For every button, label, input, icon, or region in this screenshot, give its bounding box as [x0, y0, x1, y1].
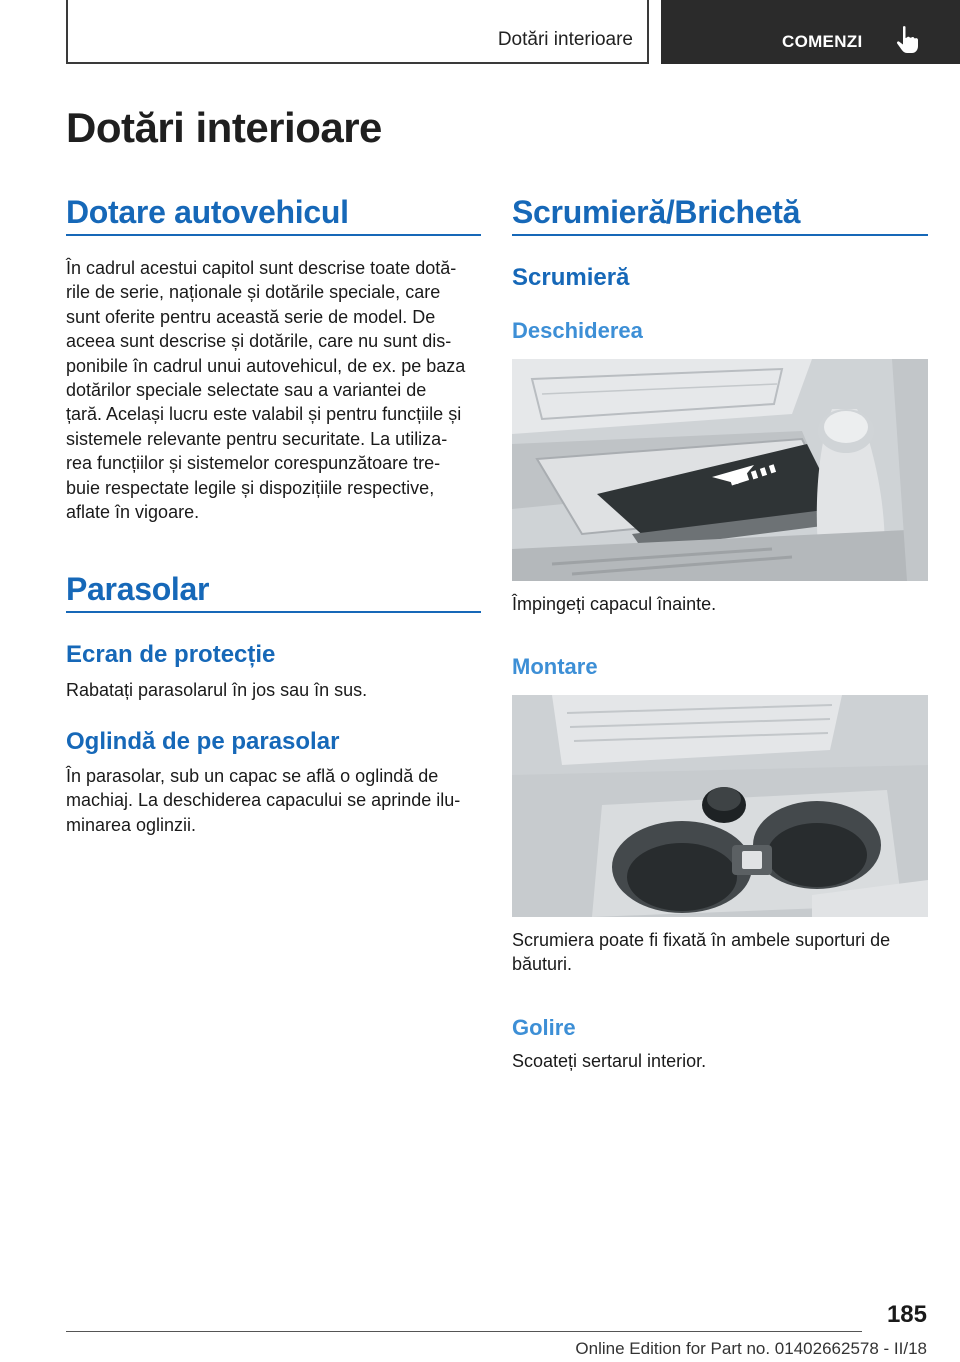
text-line: rile de serie, naționale și dotările speciale, care	[66, 282, 441, 303]
paragraph-oglinda	[66, 764, 486, 837]
heading-montare: Montare	[512, 654, 598, 679]
heading-deschiderea: Deschiderea	[512, 318, 643, 343]
running-header-section: Dotări interioare	[497, 29, 633, 50]
heading-rule	[512, 234, 928, 236]
heading-scrumiera: Scrumieră	[512, 264, 630, 291]
heading-golire: Golire	[512, 1015, 576, 1040]
text-line: aceea sunt descrise și dotările, care nu sunt dis-	[66, 331, 452, 352]
chapter-tab[interactable]	[661, 0, 960, 64]
caption-montare	[512, 928, 932, 977]
text-line: aflate în vigoare.	[66, 502, 200, 523]
heading-rule	[66, 234, 481, 236]
running-header	[66, 0, 649, 64]
text-line: sistemele relevante pentru securitate. La utiliza-	[66, 428, 448, 449]
text-line: În cadrul acestui capitol sunt descrise toate dotă-	[66, 258, 457, 278]
text-line: machiaj. La deschiderea capacului se aprinde ilu-	[66, 790, 461, 811]
text-line: băuturi.	[512, 954, 573, 975]
caption-deschiderea: Împingeți capacul înainte.	[512, 594, 717, 614]
paragraph-golire: Scoateți sertarul interior.	[512, 1051, 707, 1071]
text-line: minarea oglinzii.	[66, 814, 197, 835]
page-title: Dotări interioare	[66, 104, 382, 151]
paragraph-ecran: Rabatați parasolarul în jos sau în sus.	[66, 680, 368, 700]
text-line: sunt oferite pentru această serie de model. De	[66, 306, 436, 327]
footer-edition: Online Edition for Part no. 01402662578 - II/18	[575, 1339, 927, 1358]
text-line: Scrumiera poate fi fixată în ambele suporturi de	[512, 930, 891, 950]
hand-pointer-icon	[895, 25, 919, 55]
page-number: 185	[886, 1301, 927, 1328]
heading-rule	[66, 611, 481, 613]
paragraph-dotare	[66, 256, 486, 524]
text-line: rea funcțiilor și sistemelor corespunzătoare tre-	[66, 453, 441, 474]
text-line: buie respectate legile și dispozițiile respective,	[66, 477, 435, 498]
heading-dotare-autovehicul: Dotare autovehicul	[66, 194, 349, 230]
heading-oglinda-parasolar: Oglindă de pe parasolar	[66, 728, 340, 755]
text-line: În parasolar, sub un capac se află o oglindă de	[66, 766, 439, 786]
text-line: țară. Același lucru este valabil și pentru funcțiile și	[66, 404, 462, 425]
photo-ashtray-cupholder	[512, 695, 928, 917]
photo-ashtray-opening	[512, 359, 928, 581]
chapter-tab-label: COMENZI	[782, 32, 863, 51]
heading-parasolar: Parasolar	[66, 571, 210, 607]
heading-scrumiera-bricheta: Scrumieră/Brichetă	[512, 194, 801, 230]
text-line: dotărilor speciale selectate sau a variantei de	[66, 380, 427, 401]
footer-rule	[66, 1331, 862, 1332]
text-line: ponibile în cadrul unui autovehicul, de ex. pe baza	[66, 355, 466, 376]
heading-ecran-protectie: Ecran de protecție	[66, 641, 276, 668]
